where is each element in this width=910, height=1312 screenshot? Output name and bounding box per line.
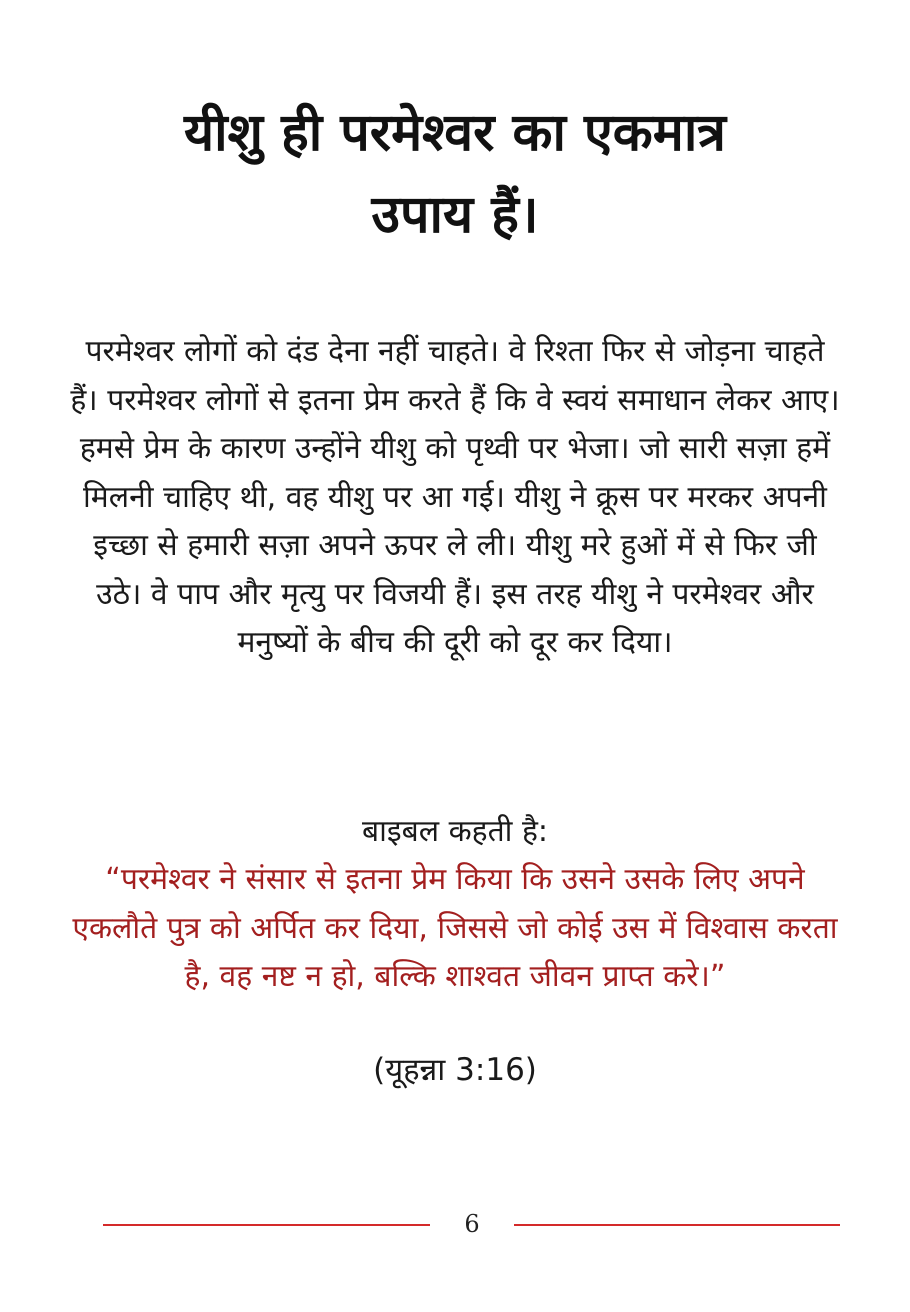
- body-paragraph-1: परमेश्वर लोगों को दंड देना नहीं चाहते। वे रिश्ता फिर से जोड़ना चाहते हैं। परमेश्वर लोगों से इतना प्रेम करते हैं कि वे स्वयं समाधान लेकर आए।: [70, 334, 840, 418]
- page-title-line-2: उपाय हैं।: [371, 185, 539, 245]
- footer-rule-right: [514, 1224, 840, 1226]
- page-title: [60, 92, 850, 256]
- verse-reference: (यूहन्ना 3:16): [373, 1052, 537, 1088]
- body-paragraph-2: हमसे प्रेम के कारण उन्होंने यीशु को पृथ्वी पर भेजा। जो सारी सज़ा हमें मिलनी चाहिए थी, वह यीशु पर आ गई। यीशु ने क्रूस पर मरकर अपनी इच्छा से हमारी सज़ा अपने ऊपर ले ली। यीशु मरे हुओं में से फिर जी उठे। वे पाप और मृत्यु पर विजयी हैं। इस तरह यीशु ने परमेश्वर और मनुष्यों के बीच की दूरी को दूर कर दिया।: [79, 431, 831, 660]
- bible-verse-quote: “परमेश्वर ने संसार से इतना प्रेम किया कि उसने उसके लिए अपने एकलौते पुत्र को अर्पित कर दिया, जिससे जो कोई उस में विश्वास करता है, वह नष्ट न हो, बल्कि शाश्वत जीवन प्राप्त करे।”: [72, 862, 838, 994]
- body-text: [70, 328, 840, 668]
- bible-says-label: बाइबल कहती है:: [361, 814, 549, 849]
- page-title-line-1: यीशु ही परमेश्वर का एकमात्र: [183, 103, 727, 163]
- footer-rule-left: [103, 1224, 430, 1226]
- page-number: 6: [464, 1210, 480, 1238]
